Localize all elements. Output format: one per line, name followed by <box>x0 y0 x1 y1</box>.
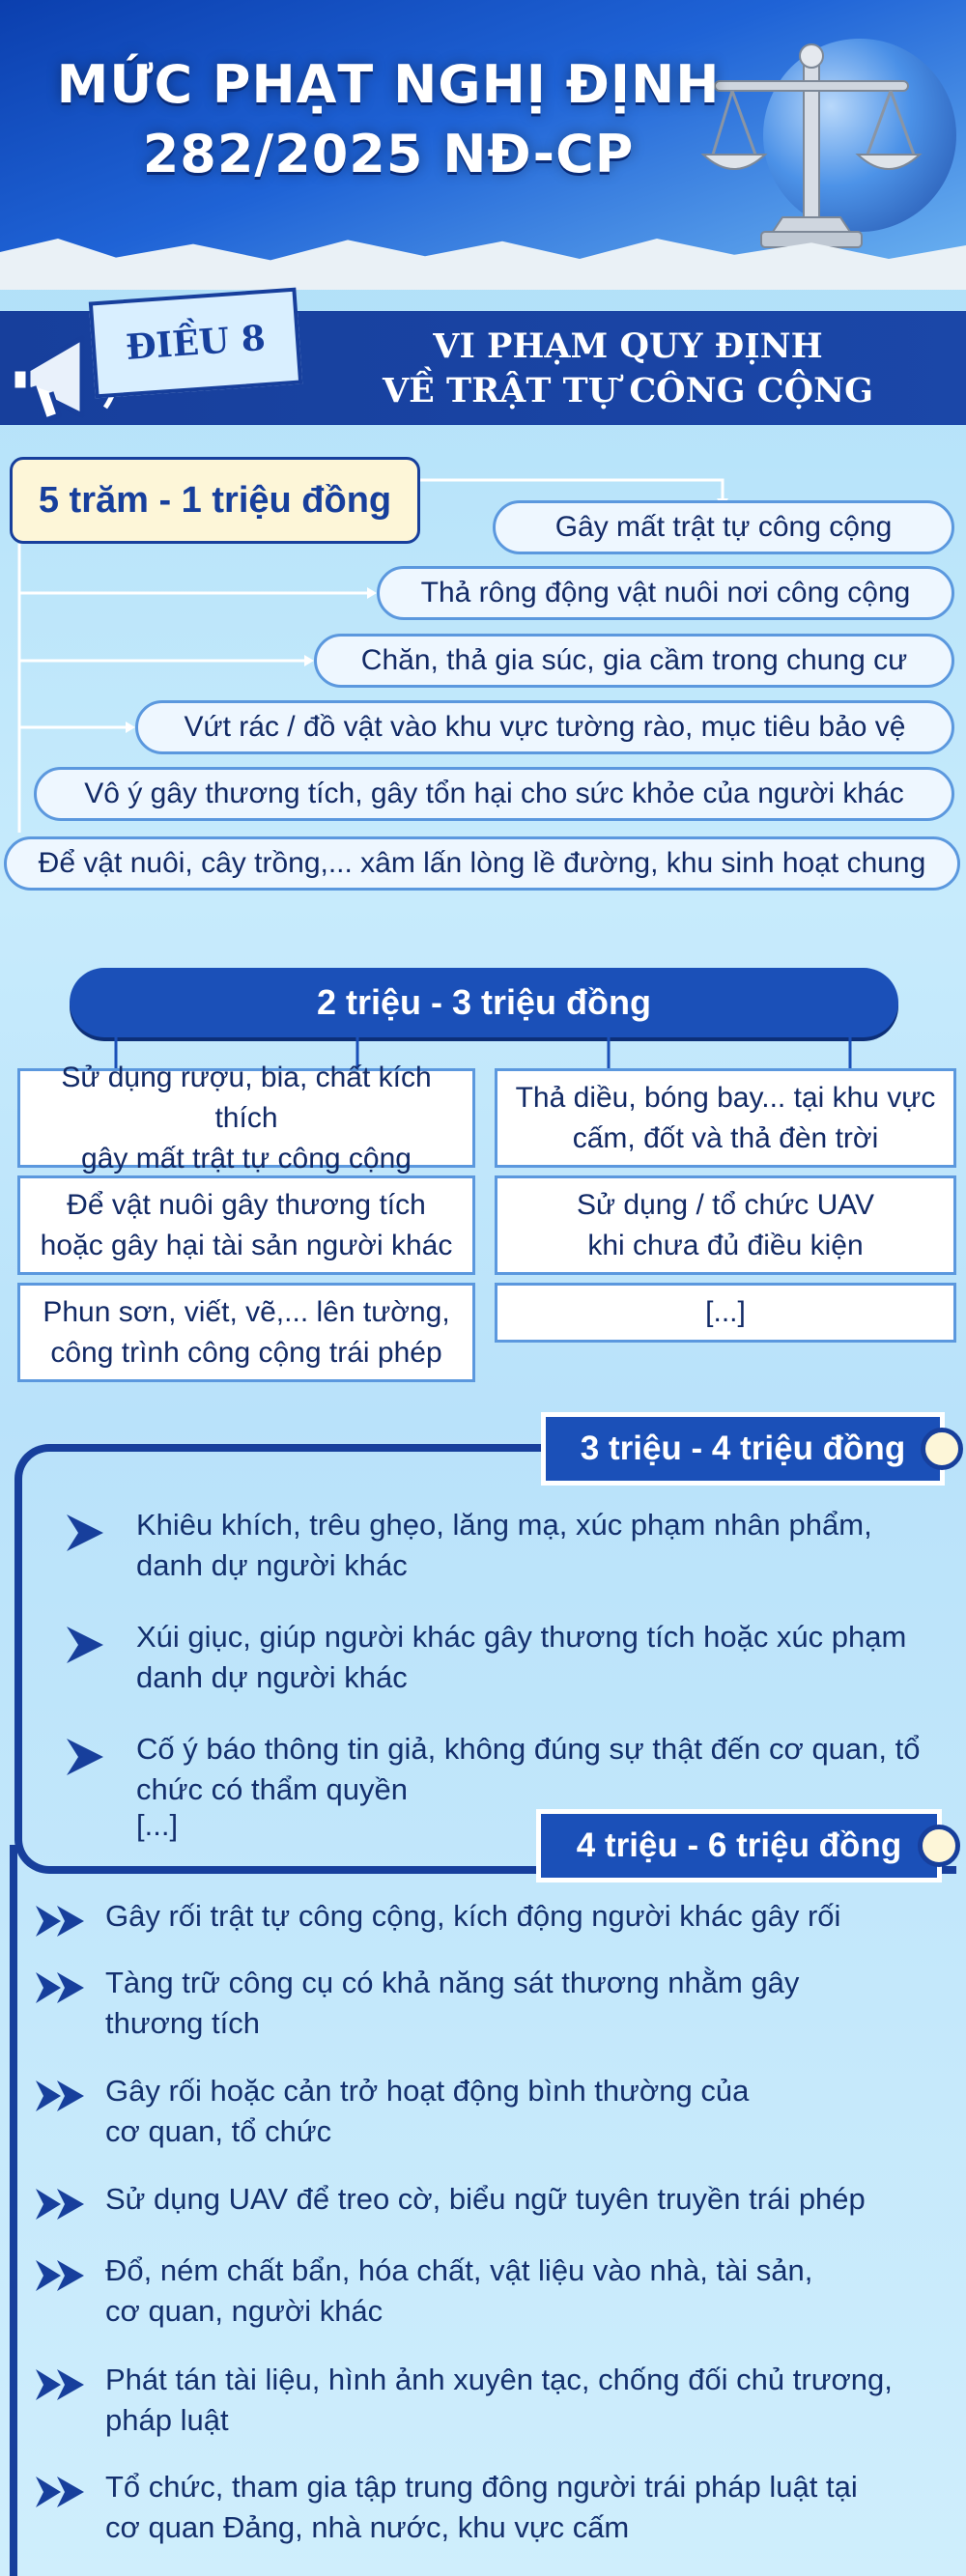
article-heading <box>328 325 927 413</box>
chevron-right-icon <box>63 1735 107 1779</box>
tier2-right-item <box>495 1175 956 1275</box>
tier2-right-item <box>495 1068 956 1168</box>
tier2-right-item <box>495 1283 956 1343</box>
tier1-item: Vô ý gây thương tích, gây tổn hại cho sức khỏe của người khác <box>34 767 954 821</box>
tier1-item: Chăn, thả gia súc, gia cầm trong chung cư <box>314 634 954 688</box>
item-line: Gây rối trật tự công cộng, kích động người khác gây rối <box>105 1899 841 1933</box>
double-chevron-right-icon <box>34 2365 88 2404</box>
page-title <box>21 50 755 189</box>
item-line: danh dự người khác <box>136 1548 408 1582</box>
cell-line: hoặc gây hại tài sản người khác <box>40 1229 453 1261</box>
cell-line: [...] <box>705 1296 746 1328</box>
item-line: danh dự người khác <box>136 1660 408 1694</box>
item-line: Tổ chức, tham gia tập trung đông người trái pháp luật tại <box>105 2470 858 2504</box>
tier4-fine-tag: 4 triệu - 6 triệu đồng <box>536 1809 942 1882</box>
double-chevron-right-icon <box>34 2185 88 2223</box>
tier1-item: Vứt rác / đồ vật vào khu vực tường rào, mục tiêu bảo vệ <box>135 700 954 754</box>
tier3-fine-dot <box>921 1428 963 1470</box>
tier3-item <box>63 1505 952 1586</box>
tier1-item: Gây mất trật tự công cộng <box>493 500 954 554</box>
tier4-fine-dot <box>918 1825 960 1867</box>
tier4-item <box>34 1896 952 1940</box>
chevron-right-icon <box>63 1511 107 1555</box>
double-chevron-right-icon <box>34 1968 88 2007</box>
tier4-item <box>34 2467 952 2548</box>
chevron-right-icon <box>63 1623 107 1667</box>
tier1-item: Để vật nuôi, cây trồng,... xâm lấn lòng lề đường, khu sinh hoạt chung <box>4 836 960 891</box>
tier4-item <box>34 2071 952 2152</box>
tier2-left-item <box>17 1283 475 1382</box>
item-line: chức có thẩm quyền <box>136 1772 408 1806</box>
cell-line: khi chưa đủ điều kiện <box>587 1229 864 1261</box>
item-line: Cố ý báo thông tin giả, không đúng sự thật đến cơ quan, tổ <box>136 1732 921 1766</box>
tier4-item <box>34 2250 952 2332</box>
title-line-2: 282/2025 NĐ-CP <box>142 124 635 184</box>
double-chevron-right-icon <box>34 2077 88 2115</box>
item-line: Đổ, ném chất bẩn, hóa chất, vật liệu vào nhà, tài sản, <box>105 2253 813 2287</box>
cell-line: cấm, đốt và thả đèn trời <box>572 1121 879 1154</box>
item-line: Xúi giục, giúp người khác gây thương tích hoặc xúc phạm <box>136 1620 907 1654</box>
cell-line: Sử dụng / tổ chức UAV <box>576 1188 875 1221</box>
item-line: Gây rối hoặc cản trở hoạt động bình thường của <box>105 2074 750 2108</box>
item-line: cơ quan Đảng, nhà nước, khu vực cấm <box>105 2510 630 2544</box>
double-chevron-right-icon <box>34 2473 88 2511</box>
double-chevron-right-icon <box>34 2256 88 2295</box>
double-chevron-right-icon <box>34 1902 88 1940</box>
tier1-fine-box: 5 trăm - 1 triệu đồng <box>10 457 420 544</box>
cell-line: Để vật nuôi gây thương tích <box>67 1188 426 1221</box>
tier4-item <box>34 2179 952 2223</box>
item-line: cơ quan, người khác <box>105 2294 384 2328</box>
item-line: Khiêu khích, trêu ghẹo, lăng mạ, xúc phạm nhân phẩm, <box>136 1508 872 1542</box>
cell-line: Sử dụng rượu, bia, chất kích thích <box>61 1061 432 1134</box>
item-line: Phát tán tài liệu, hình ảnh xuyên tạc, chống đối chủ trương, <box>105 2363 893 2396</box>
article-number-tag <box>89 288 302 399</box>
article-heading-line-1: VI PHẠM QUY ĐỊNH <box>433 326 823 366</box>
item-line: Tàng trữ công cụ có khả năng sát thương nhằm gây <box>105 1966 800 1999</box>
cell-line: Thả diều, bóng bay... tại khu vực <box>515 1081 936 1114</box>
cell-line: công trình công cộng trái phép <box>50 1336 442 1369</box>
article-heading-line-2: VỀ TRẬT TỰ CÔNG CỘNG <box>383 371 873 410</box>
header-banner <box>0 0 966 290</box>
tier3-more: [...] <box>136 1808 179 1842</box>
item-line: cơ quan, tổ chức <box>105 2114 332 2148</box>
item-line: pháp luật <box>105 2403 229 2437</box>
tier1-item: Thả rông động vật nuôi nơi công cộng <box>377 566 954 620</box>
tier4-item <box>34 1963 952 2044</box>
tier4-item <box>34 2360 952 2441</box>
item-line: Sử dụng UAV để treo cờ, biểu ngữ tuyên truyền trái phép <box>105 2182 866 2216</box>
tier2-left-item <box>17 1175 475 1275</box>
article-number: ĐIỀU 8 <box>124 318 268 368</box>
cell-line: Phun sơn, viết, vẽ,... lên tường, <box>43 1295 450 1328</box>
tier3-item <box>63 1617 952 1698</box>
tier2-left-item <box>17 1061 475 1175</box>
cell-line: gây mất trật tự công cộng <box>81 1142 412 1175</box>
tier3-fine-tag: 3 triệu - 4 triệu đồng <box>541 1412 945 1486</box>
title-line-1: MỨC PHẠT NGHỊ ĐỊNH <box>56 54 721 115</box>
item-line: thương tích <box>105 2006 260 2040</box>
tier3-item <box>63 1729 952 1810</box>
tier2-fine-box: 2 triệu - 3 triệu đồng <box>70 968 898 1037</box>
